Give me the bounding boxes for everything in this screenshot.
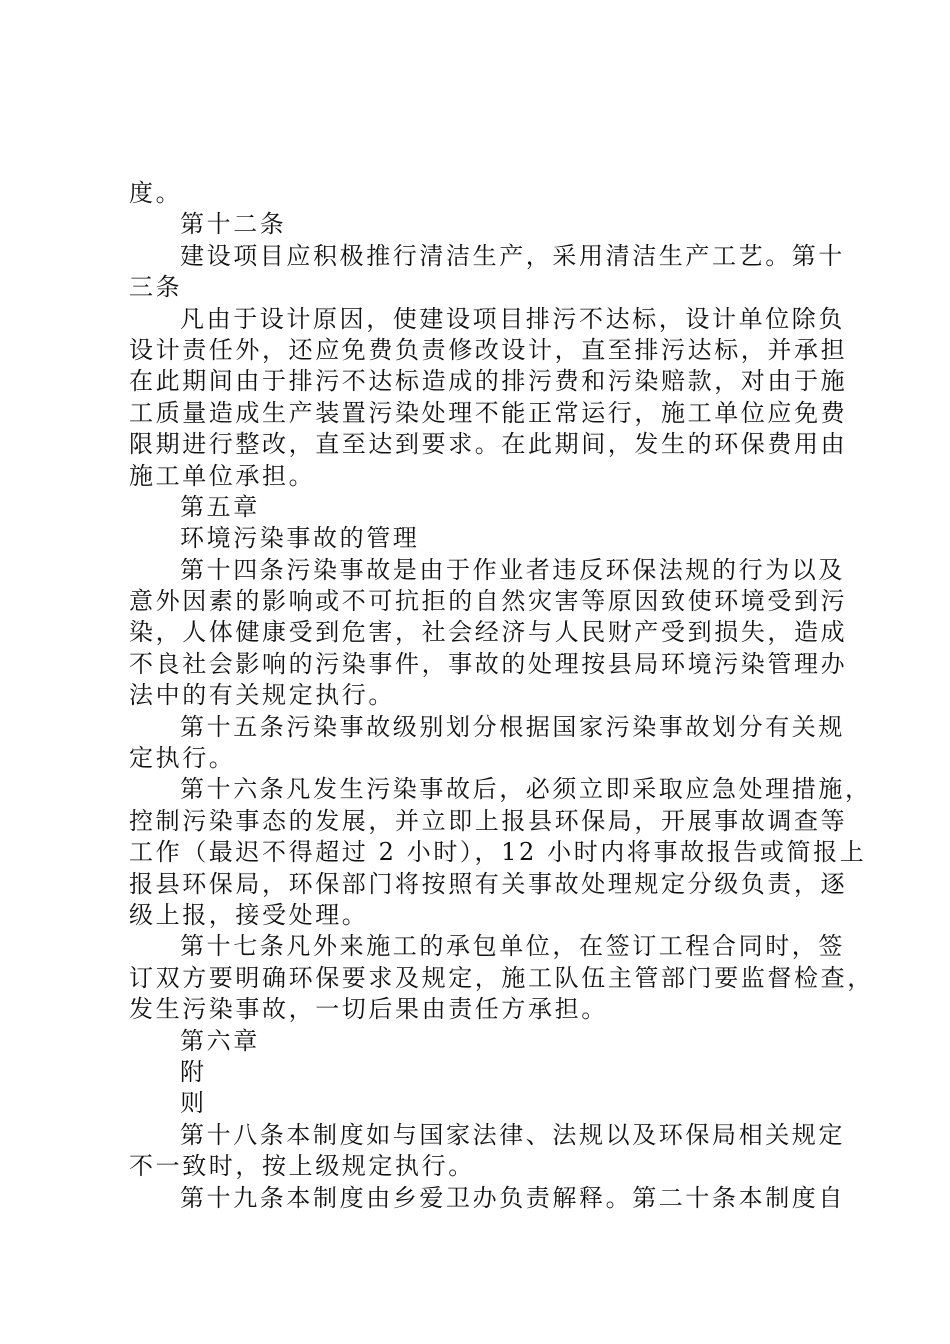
- text-line: 度。: [129, 179, 183, 207]
- text-line: 定执行。: [129, 744, 236, 773]
- text-line: 限期进行整改，直至达到要求。在此期间，发生的环保费用由: [129, 430, 848, 459]
- text-line: 第十七条凡外来施工的承包单位，在签订工程合同时，签: [180, 932, 845, 961]
- text-line: 设计责任外，还应免费负责修改设计，直至排污达标，并承担: [129, 335, 848, 364]
- text-line: 染，人体健康受到危害，社会经济与人民财产受到损失，造成: [129, 618, 848, 647]
- text-line: 第十四条污染事故是由于作业者违反环保法规的行为以及: [180, 555, 845, 584]
- text-line: 级上报，接受处理。: [129, 900, 369, 929]
- text-line: 控制污染事态的发展，并立即上报县环保局，开展事故调查等: [129, 806, 848, 835]
- text-line: 附: [180, 1057, 207, 1086]
- text-line: 意外因素的影响或不可抗拒的自然灾害等原因致使环境受到污: [129, 587, 848, 616]
- text-line: 报县环保局，环保部门将按照有关事故处理规定分级负责，逐: [129, 869, 848, 898]
- text-line: 第十九条本制度由乡爱卫办负责解释。第二十条本制度自: [180, 1183, 845, 1212]
- text-line: 三条: [129, 273, 183, 302]
- text-line: 第十二条: [180, 210, 287, 239]
- text-line: 第五章: [180, 492, 260, 521]
- text-line: 第十五条污染事故级别划分根据国家污染事故划分有关规: [180, 712, 845, 741]
- text-line: 第十六条凡发生污染事故后，必须立即采取应急处理措施，: [180, 775, 872, 804]
- text-line: 第十八条本制度如与国家法律、法规以及环保局相关规定: [180, 1120, 845, 1149]
- text-line: 法中的有关规定执行。: [129, 681, 395, 710]
- text-line: 凡由于设计原因，使建设项目排污不达标，设计单位除负: [180, 304, 845, 333]
- text-line: 在此期间由于排污不达标造成的排污费和污染赔款，对由于施: [129, 367, 848, 396]
- text-line: 不良社会影响的污染事件，事故的处理按县局环境污染管理办: [129, 649, 848, 678]
- text-line: 建设项目应积极推行清洁生产，采用清洁生产工艺。第十: [180, 241, 845, 270]
- text-line: 则: [180, 1089, 207, 1118]
- text-line: 工质量造成生产装置污染处理不能正常运行，施工单位应免费: [129, 398, 848, 427]
- document-body: [129, 178, 874, 1214]
- text-line: 工作（最迟不得超过 2 小时），12 小时内将事故报告或简报上: [129, 838, 867, 867]
- text-line: 订双方要明确环保要求及规定，施工队伍主管部门要监督检查，: [129, 963, 874, 992]
- text-line: 发生污染事故，一切后果由责任方承担。: [129, 995, 608, 1024]
- text-line: 施工单位承担。: [129, 461, 316, 490]
- text-line: 环境污染事故的管理: [180, 524, 420, 553]
- text-line: 第六章: [180, 1026, 260, 1055]
- text-line: 不一致时，按上级规定执行。: [129, 1152, 475, 1181]
